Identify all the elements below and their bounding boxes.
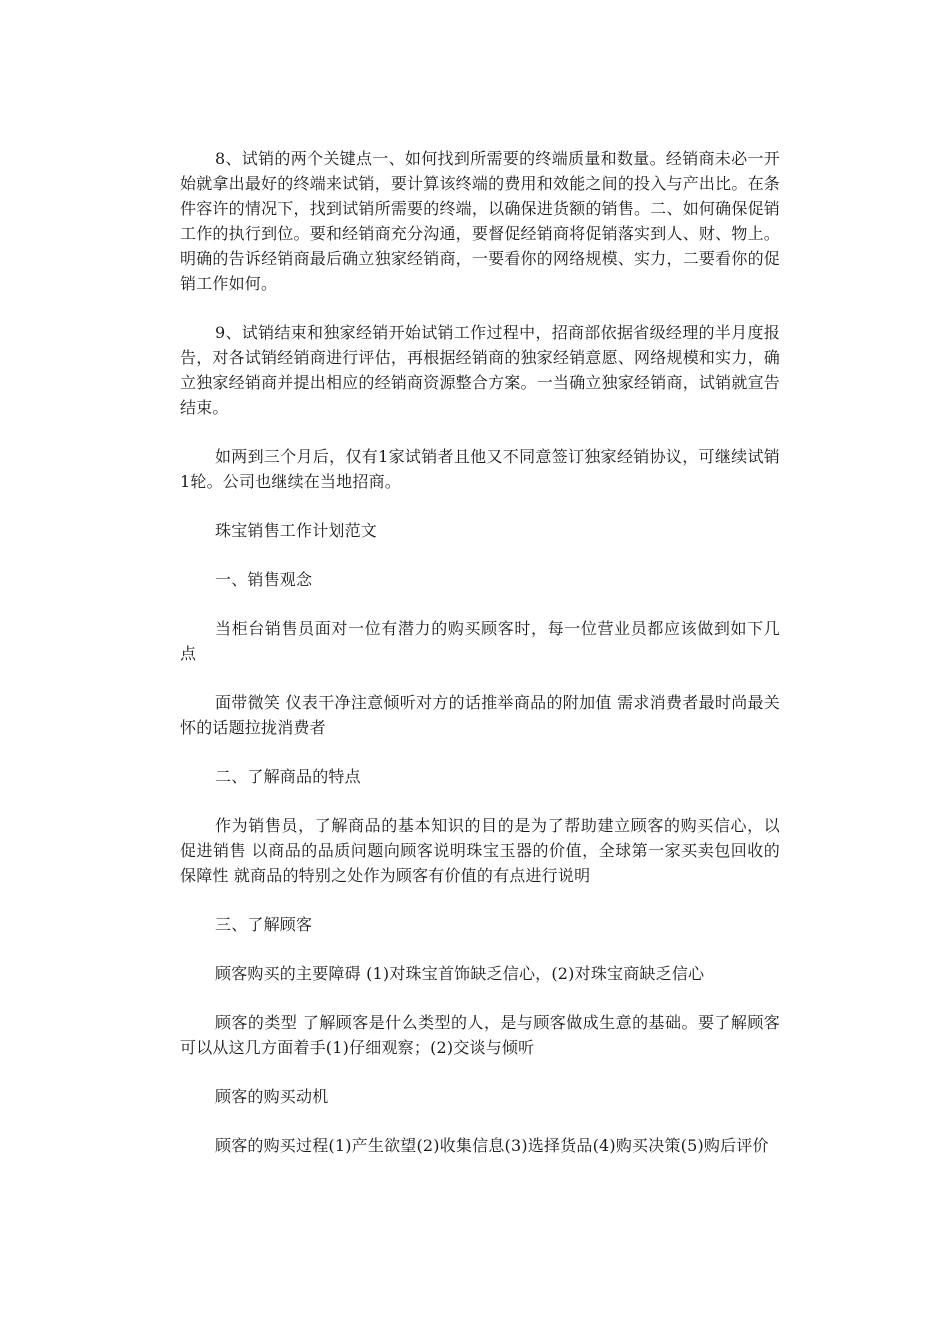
paragraph-trial-sales-key-points: 8、试销的两个关键点一、如何找到所需要的终端质量和数量。经销商未必一开始就拿出最好的终端来试销，要计算该终端的费用和效能之间的投入与产出比。在条件容许的情况下，找到试销所需要的终端，以确保进货额的销售。二、如何确保促销工作的执行到位。要和经销商充分沟通，要督促经销商将促销落实到人、财、物上。明确的告诉经销商最后确立独家经销商，一要看你的网络规模、实力，二要看你的促销工作如何。 (180, 149, 780, 293)
document-page (180, 146, 780, 1158)
paragraph-purchase-process: 顾客的购买过程(1)产生欲望(2)收集信息(3)选择货品(4)购买决策(5)购后评价 (215, 1136, 769, 1155)
paragraph-customer-types: 顾客的类型 了解顾客是什么类型的人，是与顾客做成生意的基础。要了解顾客可以从这几方面着手(1)仔细观察；(2)交谈与倾听 (180, 1013, 780, 1057)
paragraph-trial-extension: 如两到三个月后，仅有1家试销者且他又不同意签订独家经销协议，可继续试销1轮。公司也继续在当地招商。 (180, 447, 780, 491)
heading-product-features: 二、了解商品的特点 (215, 767, 361, 786)
paragraph-service-manner: 面带微笑 仪表干净注意倾听对方的话推举商品的附加值 需求消费者最时尚最关怀的话题拉拢消费者 (180, 693, 780, 737)
paragraph-product-knowledge: 作为销售员，了解商品的基本知识的目的是为了帮助建立顾客的购买信心，以促进销售 以商品的品质问题向顾客说明珠宝玉器的价值，全球第一家买卖包回收的保障性 就商品的特别之处作为顾客有价值的有点进行说明 (180, 816, 780, 885)
heading-sales-concept: 一、销售观念 (215, 570, 313, 589)
section-title-jewelry-plan: 珠宝销售工作计划范文 (215, 521, 378, 540)
paragraph-purchase-motives: 顾客的购买动机 (215, 1087, 329, 1106)
paragraph-purchase-obstacles: 顾客购买的主要障碍 (1)对珠宝首饰缺乏信心，(2)对珠宝商缺乏信心 (215, 964, 705, 983)
paragraph-counter-sales: 当柜台销售员面对一位有潜力的购买顾客时，每一位营业员都应该做到如下几点 (180, 619, 780, 663)
heading-know-customers: 三、了解顾客 (215, 915, 313, 934)
paragraph-trial-sales-end: 9、试销结束和独家经销开始试销工作过程中，招商部依据省级经理的半月度报告，对各试销经销商进行评估，再根据经销商的独家经销意愿、网络规模和实力，确立独家经销商并提出相应的经销商资源整合方案。一当确立独家经销商，试销就宣告结束。 (180, 323, 780, 417)
